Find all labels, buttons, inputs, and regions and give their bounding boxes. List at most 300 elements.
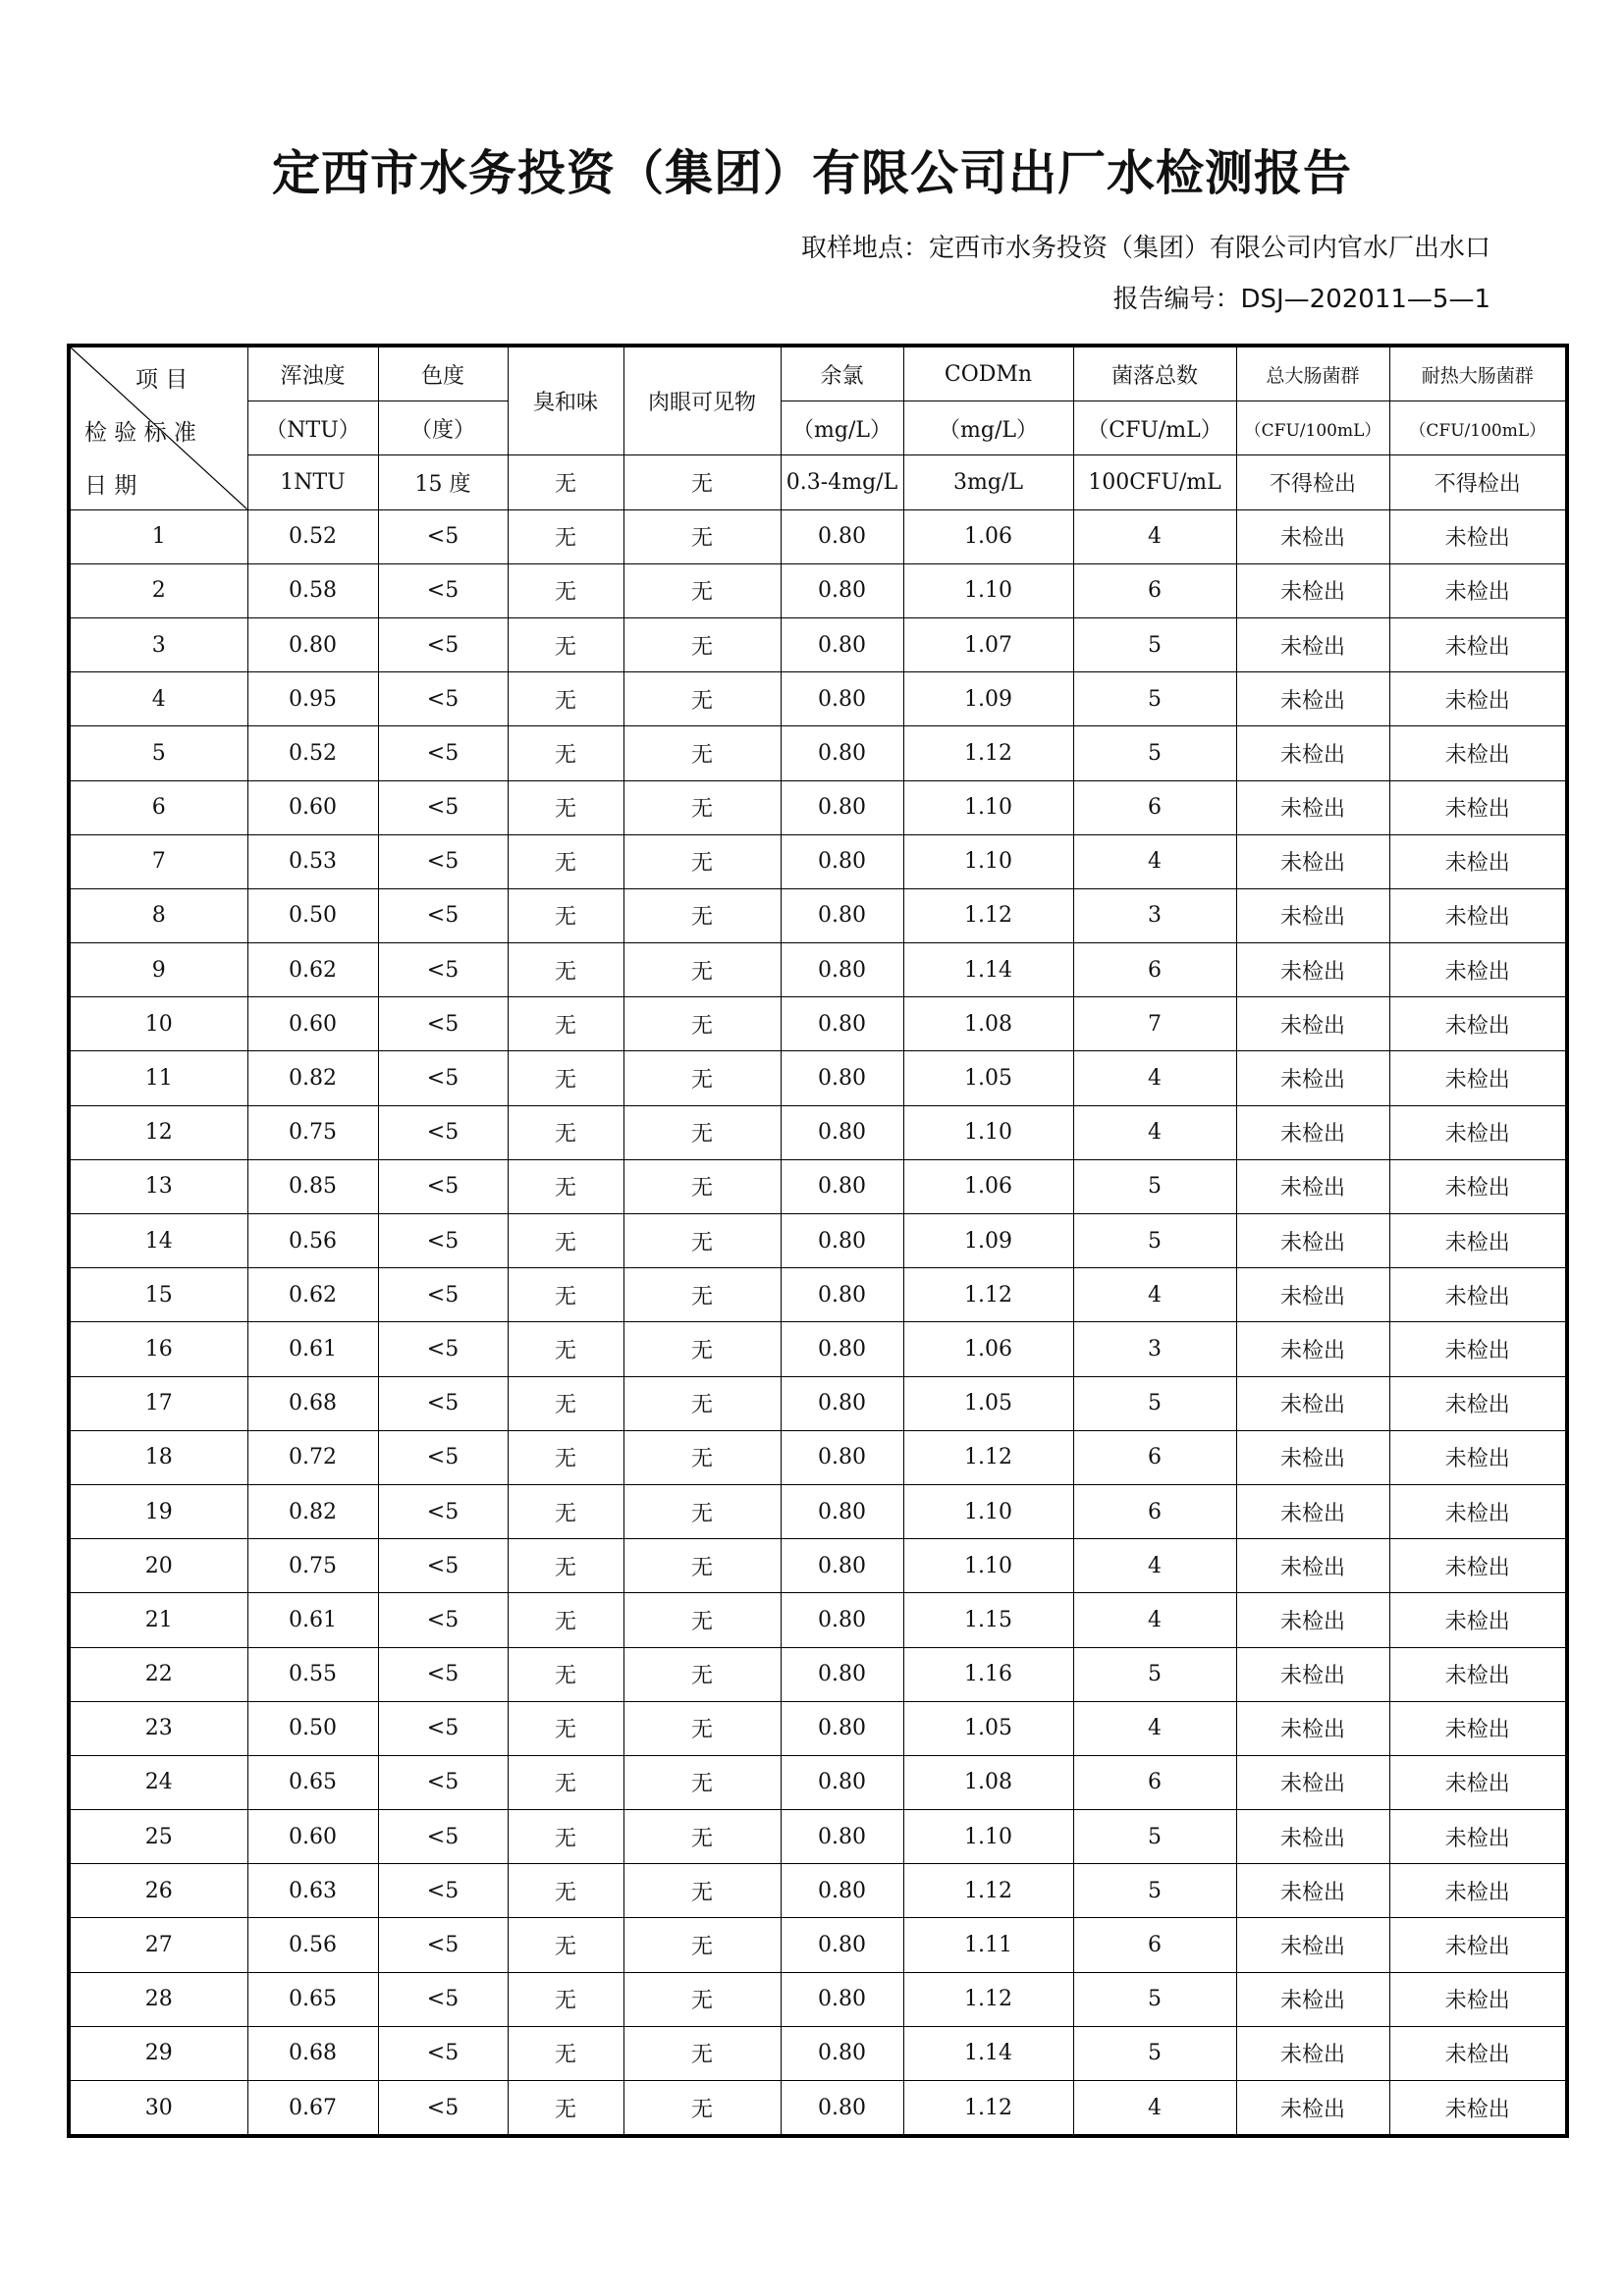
cell-colony-count: 6 <box>1073 1484 1236 1538</box>
cell-color: <5 <box>378 1810 508 1864</box>
cell-codmn: 1.10 <box>903 563 1073 617</box>
cell-total-coliform: 未检出 <box>1236 1105 1389 1159</box>
cell-codmn: 1.05 <box>903 1051 1073 1105</box>
cell-visible-matter: 无 <box>623 1810 781 1864</box>
cell-turbidity: 0.56 <box>247 1214 378 1268</box>
cell-residual-chlorine: 0.80 <box>781 834 903 888</box>
cell-odor: 无 <box>508 1539 623 1593</box>
cell-colony-count: 3 <box>1073 888 1236 942</box>
cell-day: 27 <box>69 1918 247 1972</box>
cell-colony-count: 6 <box>1073 563 1236 617</box>
cell-residual-chlorine: 0.80 <box>781 2026 903 2080</box>
col-name-codmn: CODMn <box>903 346 1073 401</box>
cell-odor: 无 <box>508 1430 623 1484</box>
col-name-odor: 臭和味 <box>508 346 623 455</box>
cell-color: <5 <box>378 997 508 1051</box>
corner-standard-label: 检 验 标 准 <box>84 420 196 446</box>
table-row <box>69 943 1567 997</box>
cell-thermotolerant-coliform: 未检出 <box>1389 834 1567 888</box>
cell-total-coliform: 未检出 <box>1236 1430 1389 1484</box>
cell-colony-count: 6 <box>1073 780 1236 834</box>
table-row <box>69 1539 1567 1593</box>
cell-total-coliform: 未检出 <box>1236 943 1389 997</box>
cell-color: <5 <box>378 1214 508 1268</box>
cell-thermotolerant-coliform: 未检出 <box>1389 563 1567 617</box>
table-row <box>69 1430 1567 1484</box>
cell-color: <5 <box>378 1484 508 1538</box>
cell-day: 23 <box>69 1701 247 1755</box>
cell-visible-matter: 无 <box>623 997 781 1051</box>
cell-odor: 无 <box>508 943 623 997</box>
header-row-names <box>69 346 1567 401</box>
cell-day: 22 <box>69 1647 247 1701</box>
cell-codmn: 1.11 <box>903 1918 1073 1972</box>
cell-residual-chlorine: 0.80 <box>781 1972 903 2026</box>
cell-colony-count: 6 <box>1073 1755 1236 1809</box>
cell-odor: 无 <box>508 726 623 780</box>
cell-day: 13 <box>69 1159 247 1213</box>
cell-residual-chlorine: 0.80 <box>781 1864 903 1918</box>
cell-color: <5 <box>378 1539 508 1593</box>
cell-colony-count: 4 <box>1073 1105 1236 1159</box>
cell-turbidity: 0.62 <box>247 1268 378 1322</box>
cell-visible-matter: 无 <box>623 726 781 780</box>
cell-thermotolerant-coliform: 未检出 <box>1389 1484 1567 1538</box>
cell-color: <5 <box>378 1647 508 1701</box>
cell-thermotolerant-coliform: 未检出 <box>1389 2026 1567 2080</box>
cell-color: <5 <box>378 1755 508 1809</box>
cell-turbidity: 0.52 <box>247 509 378 563</box>
cell-total-coliform: 未检出 <box>1236 888 1389 942</box>
cell-codmn: 1.06 <box>903 1159 1073 1213</box>
cell-total-coliform: 未检出 <box>1236 780 1389 834</box>
table-row <box>69 1268 1567 1322</box>
cell-colony-count: 5 <box>1073 1376 1236 1430</box>
cell-day: 30 <box>69 2081 247 2137</box>
cell-total-coliform: 未检出 <box>1236 726 1389 780</box>
cell-odor: 无 <box>508 780 623 834</box>
cell-thermotolerant-coliform: 未检出 <box>1389 1972 1567 2026</box>
cell-visible-matter: 无 <box>623 1593 781 1647</box>
cell-day: 20 <box>69 1539 247 1593</box>
cell-color: <5 <box>378 834 508 888</box>
table-row <box>69 617 1567 671</box>
cell-visible-matter: 无 <box>623 1972 781 2026</box>
cell-odor: 无 <box>508 1701 623 1755</box>
cell-turbidity: 0.80 <box>247 617 378 671</box>
cell-day: 16 <box>69 1322 247 1376</box>
cell-color: <5 <box>378 1918 508 1972</box>
cell-day: 24 <box>69 1755 247 1809</box>
cell-odor: 无 <box>508 888 623 942</box>
cell-odor: 无 <box>508 1051 623 1105</box>
table-row <box>69 1159 1567 1213</box>
cell-turbidity: 0.63 <box>247 1864 378 1918</box>
cell-day: 3 <box>69 617 247 671</box>
cell-day: 28 <box>69 1972 247 2026</box>
col-name-residual-chlorine: 余氯 <box>781 346 903 401</box>
std-visible-matter: 无 <box>623 455 781 509</box>
report-number: 报告编号：DSJ—202011—5—1 <box>1112 285 1490 314</box>
cell-visible-matter: 无 <box>623 1755 781 1809</box>
cell-turbidity: 0.60 <box>247 780 378 834</box>
cell-day: 1 <box>69 509 247 563</box>
cell-day: 21 <box>69 1593 247 1647</box>
cell-color: <5 <box>378 1593 508 1647</box>
report-title: 定西市水务投资（集团）有限公司出厂水检测报告 <box>271 145 1352 201</box>
cell-color: <5 <box>378 672 508 726</box>
table-row <box>69 1972 1567 2026</box>
table-row <box>69 563 1567 617</box>
cell-odor: 无 <box>508 1755 623 1809</box>
cell-colony-count: 5 <box>1073 1214 1236 1268</box>
table-row <box>69 780 1567 834</box>
cell-total-coliform: 未检出 <box>1236 1701 1389 1755</box>
cell-codmn: 1.12 <box>903 1972 1073 2026</box>
cell-thermotolerant-coliform: 未检出 <box>1389 726 1567 780</box>
cell-odor: 无 <box>508 1593 623 1647</box>
cell-residual-chlorine: 0.80 <box>781 2081 903 2137</box>
cell-thermotolerant-coliform: 未检出 <box>1389 1539 1567 1593</box>
std-colony-count: 100CFU/mL <box>1073 455 1236 509</box>
cell-odor: 无 <box>508 1214 623 1268</box>
col-unit-thermotolerant-coliform: （CFU/100mL） <box>1389 401 1567 455</box>
cell-residual-chlorine: 0.80 <box>781 943 903 997</box>
cell-colony-count: 7 <box>1073 997 1236 1051</box>
cell-day: 9 <box>69 943 247 997</box>
cell-colony-count: 4 <box>1073 1268 1236 1322</box>
cell-visible-matter: 无 <box>623 834 781 888</box>
cell-residual-chlorine: 0.80 <box>781 1539 903 1593</box>
cell-total-coliform: 未检出 <box>1236 1918 1389 1972</box>
cell-color: <5 <box>378 943 508 997</box>
table-row <box>69 1322 1567 1376</box>
cell-codmn: 1.08 <box>903 997 1073 1051</box>
cell-visible-matter: 无 <box>623 943 781 997</box>
table-row <box>69 726 1567 780</box>
cell-visible-matter: 无 <box>623 1484 781 1538</box>
cell-odor: 无 <box>508 509 623 563</box>
cell-thermotolerant-coliform: 未检出 <box>1389 888 1567 942</box>
cell-turbidity: 0.65 <box>247 1972 378 2026</box>
cell-turbidity: 0.50 <box>247 1701 378 1755</box>
cell-residual-chlorine: 0.80 <box>781 1159 903 1213</box>
cell-residual-chlorine: 0.80 <box>781 509 903 563</box>
cell-turbidity: 0.50 <box>247 888 378 942</box>
std-residual-chlorine: 0.3-4mg/L <box>781 455 903 509</box>
cell-colony-count: 4 <box>1073 2081 1236 2137</box>
table-row <box>69 997 1567 1051</box>
cell-color: <5 <box>378 1864 508 1918</box>
cell-codmn: 1.12 <box>903 888 1073 942</box>
cell-odor: 无 <box>508 2081 623 2137</box>
cell-thermotolerant-coliform: 未检出 <box>1389 1701 1567 1755</box>
std-turbidity: 1NTU <box>247 455 378 509</box>
cell-odor: 无 <box>508 2026 623 2080</box>
cell-residual-chlorine: 0.80 <box>781 617 903 671</box>
cell-color: <5 <box>378 1268 508 1322</box>
table-row <box>69 2081 1567 2137</box>
cell-total-coliform: 未检出 <box>1236 1972 1389 2026</box>
cell-total-coliform: 未检出 <box>1236 617 1389 671</box>
cell-odor: 无 <box>508 1864 623 1918</box>
col-unit-color: （度） <box>378 401 508 455</box>
cell-thermotolerant-coliform: 未检出 <box>1389 1105 1567 1159</box>
cell-odor: 无 <box>508 617 623 671</box>
cell-odor: 无 <box>508 1268 623 1322</box>
table-row <box>69 1647 1567 1701</box>
cell-odor: 无 <box>508 1159 623 1213</box>
cell-day: 12 <box>69 1105 247 1159</box>
standard-row <box>69 455 1567 509</box>
cell-thermotolerant-coliform: 未检出 <box>1389 509 1567 563</box>
cell-thermotolerant-coliform: 未检出 <box>1389 1810 1567 1864</box>
cell-day: 17 <box>69 1376 247 1430</box>
cell-odor: 无 <box>508 1647 623 1701</box>
col-unit-turbidity: （NTU） <box>247 401 378 455</box>
cell-thermotolerant-coliform: 未检出 <box>1389 1918 1567 1972</box>
cell-day: 7 <box>69 834 247 888</box>
cell-turbidity: 0.82 <box>247 1051 378 1105</box>
cell-colony-count: 4 <box>1073 509 1236 563</box>
cell-residual-chlorine: 0.80 <box>781 1105 903 1159</box>
table-row <box>69 834 1567 888</box>
cell-visible-matter: 无 <box>623 1105 781 1159</box>
cell-colony-count: 5 <box>1073 1864 1236 1918</box>
cell-total-coliform: 未检出 <box>1236 1159 1389 1213</box>
cell-turbidity: 0.52 <box>247 726 378 780</box>
cell-colony-count: 5 <box>1073 1647 1236 1701</box>
cell-total-coliform: 未检出 <box>1236 1268 1389 1322</box>
cell-visible-matter: 无 <box>623 1701 781 1755</box>
cell-turbidity: 0.58 <box>247 563 378 617</box>
sampling-location: 取样地点：定西市水务投资（集团）有限公司内官水厂出水口 <box>800 234 1490 263</box>
table-row <box>69 1214 1567 1268</box>
corner-cell <box>69 346 247 509</box>
cell-residual-chlorine: 0.80 <box>781 1647 903 1701</box>
table-row <box>69 1864 1567 1918</box>
table-row <box>69 1918 1567 1972</box>
col-name-color: 色度 <box>378 346 508 401</box>
cell-odor: 无 <box>508 834 623 888</box>
cell-visible-matter: 无 <box>623 1159 781 1213</box>
cell-codmn: 1.07 <box>903 617 1073 671</box>
cell-codmn: 1.15 <box>903 1593 1073 1647</box>
cell-day: 29 <box>69 2026 247 2080</box>
col-name-thermotolerant-coliform: 耐热大肠菌群 <box>1389 346 1567 401</box>
cell-turbidity: 0.61 <box>247 1593 378 1647</box>
cell-turbidity: 0.67 <box>247 2081 378 2137</box>
cell-residual-chlorine: 0.80 <box>781 672 903 726</box>
cell-turbidity: 0.61 <box>247 1322 378 1376</box>
cell-visible-matter: 无 <box>623 2081 781 2137</box>
cell-day: 5 <box>69 726 247 780</box>
cell-odor: 无 <box>508 1810 623 1864</box>
cell-codmn: 1.10 <box>903 1484 1073 1538</box>
cell-visible-matter: 无 <box>623 780 781 834</box>
cell-day: 8 <box>69 888 247 942</box>
cell-codmn: 1.06 <box>903 1322 1073 1376</box>
cell-color: <5 <box>378 1105 508 1159</box>
cell-visible-matter: 无 <box>623 888 781 942</box>
table-row <box>69 1701 1567 1755</box>
cell-visible-matter: 无 <box>623 672 781 726</box>
cell-thermotolerant-coliform: 未检出 <box>1389 2081 1567 2137</box>
cell-total-coliform: 未检出 <box>1236 1755 1389 1809</box>
cell-residual-chlorine: 0.80 <box>781 1268 903 1322</box>
cell-residual-chlorine: 0.80 <box>781 780 903 834</box>
cell-turbidity: 0.60 <box>247 1810 378 1864</box>
cell-codmn: 1.10 <box>903 1810 1073 1864</box>
cell-odor: 无 <box>508 1484 623 1538</box>
col-name-turbidity: 浑浊度 <box>247 346 378 401</box>
cell-visible-matter: 无 <box>623 1647 781 1701</box>
cell-thermotolerant-coliform: 未检出 <box>1389 780 1567 834</box>
cell-turbidity: 0.85 <box>247 1159 378 1213</box>
table-row <box>69 888 1567 942</box>
cell-total-coliform: 未检出 <box>1236 1539 1389 1593</box>
cell-thermotolerant-coliform: 未检出 <box>1389 1322 1567 1376</box>
cell-codmn: 1.10 <box>903 834 1073 888</box>
cell-codmn: 1.12 <box>903 1864 1073 1918</box>
cell-codmn: 1.12 <box>903 2081 1073 2137</box>
cell-codmn: 1.16 <box>903 1647 1073 1701</box>
cell-odor: 无 <box>508 1376 623 1430</box>
cell-total-coliform: 未检出 <box>1236 1864 1389 1918</box>
cell-day: 19 <box>69 1484 247 1538</box>
cell-total-coliform: 未检出 <box>1236 563 1389 617</box>
cell-residual-chlorine: 0.80 <box>781 726 903 780</box>
cell-odor: 无 <box>508 1322 623 1376</box>
cell-visible-matter: 无 <box>623 1918 781 1972</box>
cell-turbidity: 0.68 <box>247 1376 378 1430</box>
std-total-coliform: 不得检出 <box>1236 455 1389 509</box>
cell-day: 18 <box>69 1430 247 1484</box>
cell-color: <5 <box>378 780 508 834</box>
cell-codmn: 1.06 <box>903 509 1073 563</box>
cell-colony-count: 5 <box>1073 1159 1236 1213</box>
cell-residual-chlorine: 0.80 <box>781 997 903 1051</box>
cell-turbidity: 0.60 <box>247 997 378 1051</box>
col-name-visible-matter: 肉眼可见物 <box>623 346 781 455</box>
cell-turbidity: 0.62 <box>247 943 378 997</box>
col-name-colony-count: 菌落总数 <box>1073 346 1236 401</box>
col-name-total-coliform: 总大肠菌群 <box>1236 346 1389 401</box>
cell-residual-chlorine: 0.80 <box>781 1593 903 1647</box>
cell-visible-matter: 无 <box>623 1214 781 1268</box>
cell-total-coliform: 未检出 <box>1236 1214 1389 1268</box>
cell-total-coliform: 未检出 <box>1236 1484 1389 1538</box>
cell-color: <5 <box>378 1430 508 1484</box>
cell-thermotolerant-coliform: 未检出 <box>1389 1376 1567 1430</box>
cell-odor: 无 <box>508 1972 623 2026</box>
cell-turbidity: 0.65 <box>247 1755 378 1809</box>
cell-visible-matter: 无 <box>623 1322 781 1376</box>
cell-turbidity: 0.75 <box>247 1105 378 1159</box>
cell-colony-count: 5 <box>1073 1972 1236 2026</box>
cell-turbidity: 0.55 <box>247 1647 378 1701</box>
cell-thermotolerant-coliform: 未检出 <box>1389 1647 1567 1701</box>
cell-thermotolerant-coliform: 未检出 <box>1389 1268 1567 1322</box>
cell-residual-chlorine: 0.80 <box>781 1484 903 1538</box>
cell-day: 26 <box>69 1864 247 1918</box>
cell-colony-count: 4 <box>1073 834 1236 888</box>
cell-residual-chlorine: 0.80 <box>781 1918 903 1972</box>
cell-colony-count: 5 <box>1073 2026 1236 2080</box>
cell-codmn: 1.09 <box>903 1214 1073 1268</box>
cell-colony-count: 4 <box>1073 1051 1236 1105</box>
cell-odor: 无 <box>508 1918 623 1972</box>
cell-visible-matter: 无 <box>623 1864 781 1918</box>
cell-color: <5 <box>378 2081 508 2137</box>
cell-colony-count: 6 <box>1073 1918 1236 1972</box>
cell-total-coliform: 未检出 <box>1236 1376 1389 1430</box>
cell-visible-matter: 无 <box>623 1051 781 1105</box>
cell-codmn: 1.10 <box>903 780 1073 834</box>
cell-total-coliform: 未检出 <box>1236 672 1389 726</box>
cell-codmn: 1.09 <box>903 672 1073 726</box>
cell-color: <5 <box>378 1051 508 1105</box>
cell-residual-chlorine: 0.80 <box>781 1322 903 1376</box>
cell-day: 2 <box>69 563 247 617</box>
col-unit-residual-chlorine: （mg/L） <box>781 401 903 455</box>
cell-day: 4 <box>69 672 247 726</box>
cell-day: 11 <box>69 1051 247 1105</box>
cell-color: <5 <box>378 617 508 671</box>
col-unit-colony-count: （CFU/mL） <box>1073 401 1236 455</box>
cell-visible-matter: 无 <box>623 509 781 563</box>
cell-color: <5 <box>378 1972 508 2026</box>
std-color: 15 度 <box>378 455 508 509</box>
table-row <box>69 1105 1567 1159</box>
cell-odor: 无 <box>508 672 623 726</box>
cell-residual-chlorine: 0.80 <box>781 1214 903 1268</box>
cell-thermotolerant-coliform: 未检出 <box>1389 1051 1567 1105</box>
cell-residual-chlorine: 0.80 <box>781 1755 903 1809</box>
cell-visible-matter: 无 <box>623 617 781 671</box>
cell-codmn: 1.05 <box>903 1701 1073 1755</box>
cell-visible-matter: 无 <box>623 1539 781 1593</box>
cell-total-coliform: 未检出 <box>1236 997 1389 1051</box>
cell-codmn: 1.05 <box>903 1376 1073 1430</box>
cell-visible-matter: 无 <box>623 1430 781 1484</box>
table-row <box>69 1755 1567 1809</box>
cell-thermotolerant-coliform: 未检出 <box>1389 943 1567 997</box>
cell-color: <5 <box>378 1159 508 1213</box>
cell-total-coliform: 未检出 <box>1236 1647 1389 1701</box>
std-odor: 无 <box>508 455 623 509</box>
cell-color: <5 <box>378 726 508 780</box>
cell-thermotolerant-coliform: 未检出 <box>1389 1864 1567 1918</box>
cell-colony-count: 4 <box>1073 1593 1236 1647</box>
cell-colony-count: 5 <box>1073 672 1236 726</box>
cell-residual-chlorine: 0.80 <box>781 563 903 617</box>
cell-residual-chlorine: 0.80 <box>781 1810 903 1864</box>
cell-codmn: 1.12 <box>903 726 1073 780</box>
cell-color: <5 <box>378 563 508 617</box>
col-unit-total-coliform: （CFU/100mL） <box>1236 401 1389 455</box>
cell-thermotolerant-coliform: 未检出 <box>1389 1159 1567 1213</box>
cell-codmn: 1.10 <box>903 1539 1073 1593</box>
cell-colony-count: 5 <box>1073 617 1236 671</box>
table-row <box>69 1051 1567 1105</box>
col-unit-codmn: （mg/L） <box>903 401 1073 455</box>
cell-day: 25 <box>69 1810 247 1864</box>
cell-color: <5 <box>378 509 508 563</box>
cell-color: <5 <box>378 1376 508 1430</box>
cell-color: <5 <box>378 888 508 942</box>
cell-turbidity: 0.56 <box>247 1918 378 1972</box>
